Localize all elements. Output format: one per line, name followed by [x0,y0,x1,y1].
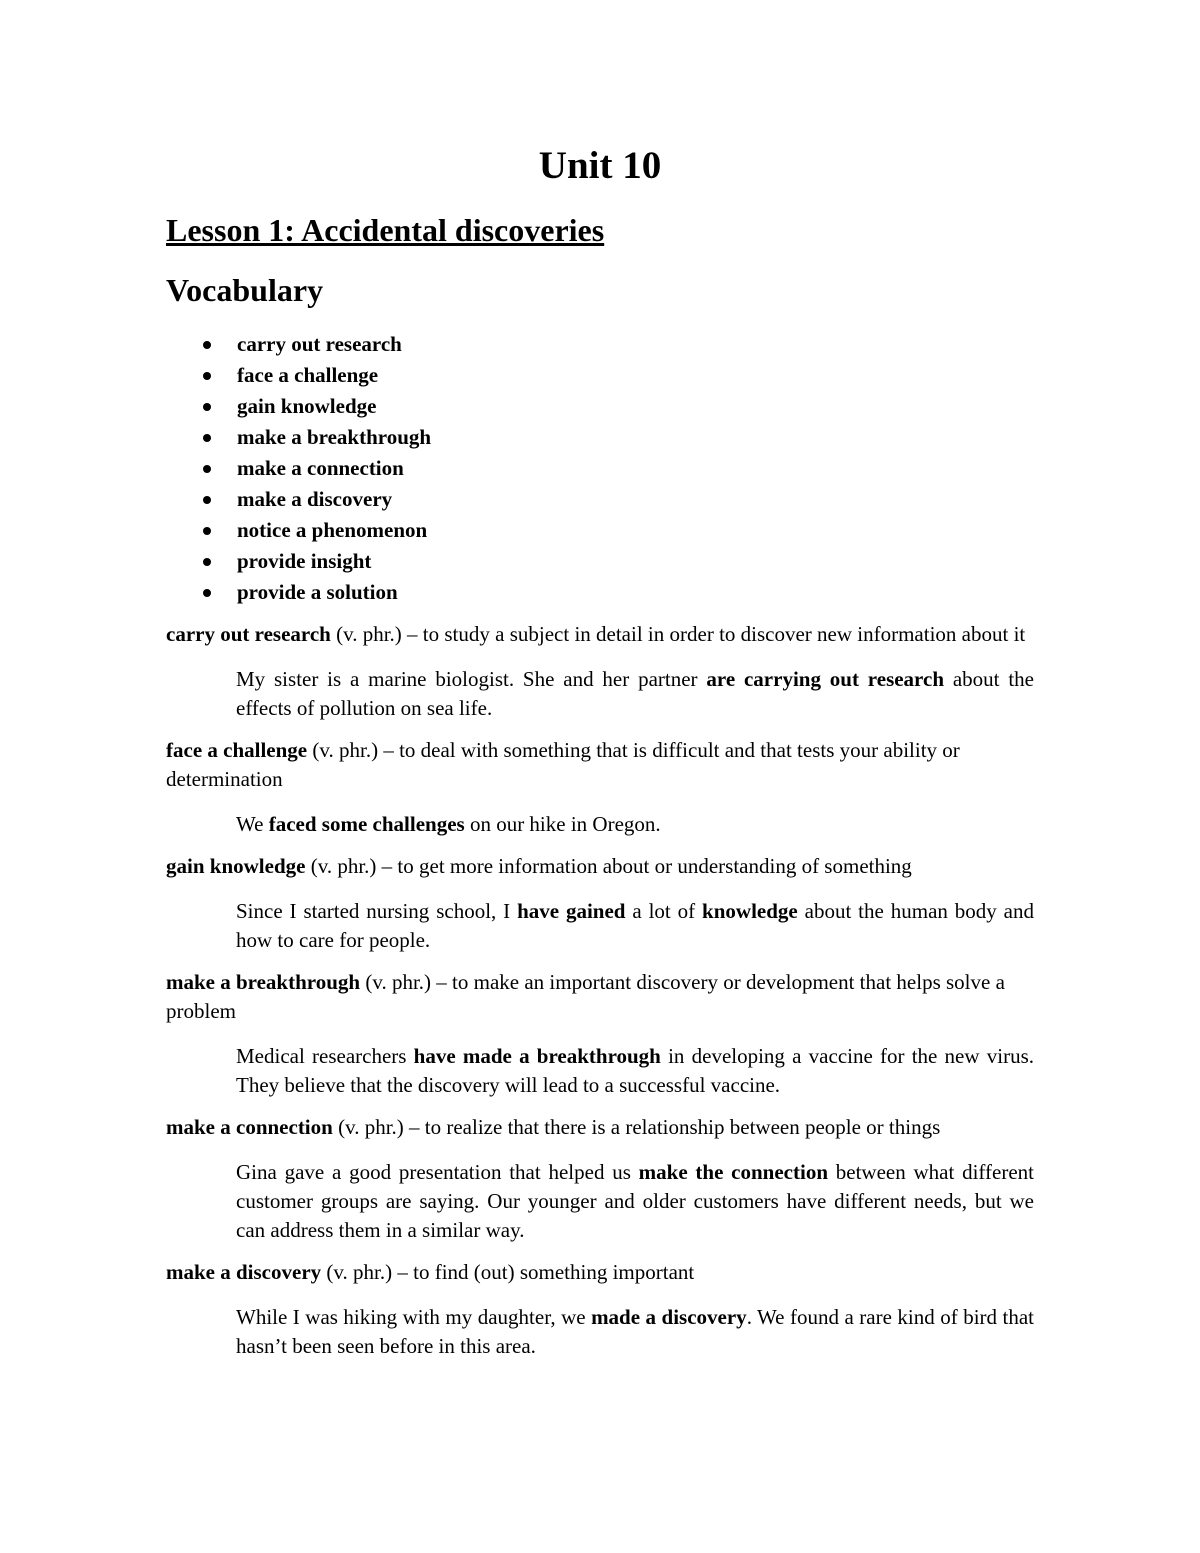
bullet-icon [203,496,211,504]
definition-text: (v. phr.) – to study a subject in detail in order to discover new information about it [330,622,1026,646]
definition-text: (v. phr.) – to find (out) something important [321,1260,695,1284]
bullet-icon [203,403,211,411]
bullet-icon [203,558,211,566]
bullet-icon [203,372,211,380]
highlighted-phrase: made a discovery [591,1305,747,1329]
highlighted-phrase: faced some challenges [268,812,465,836]
definition [166,620,1034,649]
highlighted-phrase: make the connection [638,1160,828,1184]
definition [166,968,1034,1026]
term: carry out research [166,622,331,646]
section-title: Vocabulary [166,272,324,308]
vocabulary-item: make a breakthrough [166,422,431,453]
bullet-icon [203,341,211,349]
vocabulary-item: make a discovery [166,484,431,515]
definition-text: (v. phr.) – to deal with something that is difficult and that tests your ability or determination [166,738,960,791]
example-sentence: While I was hiking with my daughter, we made a discovery. We found a rare kind of bird that hasn’t been seen before in this area. [236,1305,1034,1358]
definition-text: (v. phr.) – to get more information about or understanding of something [305,854,912,878]
vocabulary-item: provide insight [166,546,431,577]
vocabulary-item: notice a phenomenon [166,515,431,546]
example-sentence: We faced some challenges on our hike in Oregon. [236,812,661,836]
highlighted-phrase: are carrying out research [706,667,944,691]
bullet-icon [203,434,211,442]
vocabulary-list [166,329,431,608]
term: make a breakthrough [166,970,361,994]
definition [166,852,1034,881]
term: make a connection [166,1115,333,1139]
term: gain knowledge [166,854,306,878]
definition-text: (v. phr.) – to make an important discovery or development that helps solve a problem [166,970,1005,1023]
bullet-icon [203,589,211,597]
example-sentence: Medical researchers have made a breakthrough in developing a vaccine for the new virus. They believe that the discovery will lead to a successful vaccine. [236,1044,1034,1097]
vocabulary-item: face a challenge [166,360,431,391]
vocabulary-item: gain knowledge [166,391,431,422]
bullet-icon [203,465,211,473]
entry-make-a-connection [166,1113,1034,1245]
bullet-icon [203,527,211,535]
vocabulary-item: carry out research [166,329,431,360]
definition [166,1258,1034,1287]
vocabulary-item: make a connection [166,453,431,484]
unit-title: Unit 10 [538,144,662,187]
lesson-title: Lesson 1: Accidental discoveries [166,212,605,248]
entry-face-a-challenge [166,736,1034,839]
example-sentence: Gina gave a good presentation that helped us make the connection between what different customer groups are saying. Our younger and older customers have different needs, but we can address them in a similar way. [236,1160,1034,1242]
term: face a challenge [166,738,308,762]
vocabulary-item: provide a solution [166,577,431,608]
definition-entries [166,620,1034,1374]
term: make a discovery [166,1260,322,1284]
highlighted-phrase: knowledge [702,899,798,923]
highlighted-phrase: have gained [517,899,626,923]
highlighted-phrase: have made a breakthrough [413,1044,661,1068]
definition [166,1113,1034,1142]
entry-carry-out-research [166,620,1034,723]
entry-gain-knowledge [166,852,1034,955]
definition-text: (v. phr.) – to realize that there is a relationship between people or things [332,1115,941,1139]
example-sentence: Since I started nursing school, I have gained a lot of knowledge about the human body and how to care for people. [236,899,1034,952]
example-sentence: My sister is a marine biologist. She and her partner are carrying out research about the effects of pollution on sea life. [236,667,1034,720]
definition [166,736,1034,794]
entry-make-a-breakthrough [166,968,1034,1100]
entry-make-a-discovery [166,1258,1034,1361]
